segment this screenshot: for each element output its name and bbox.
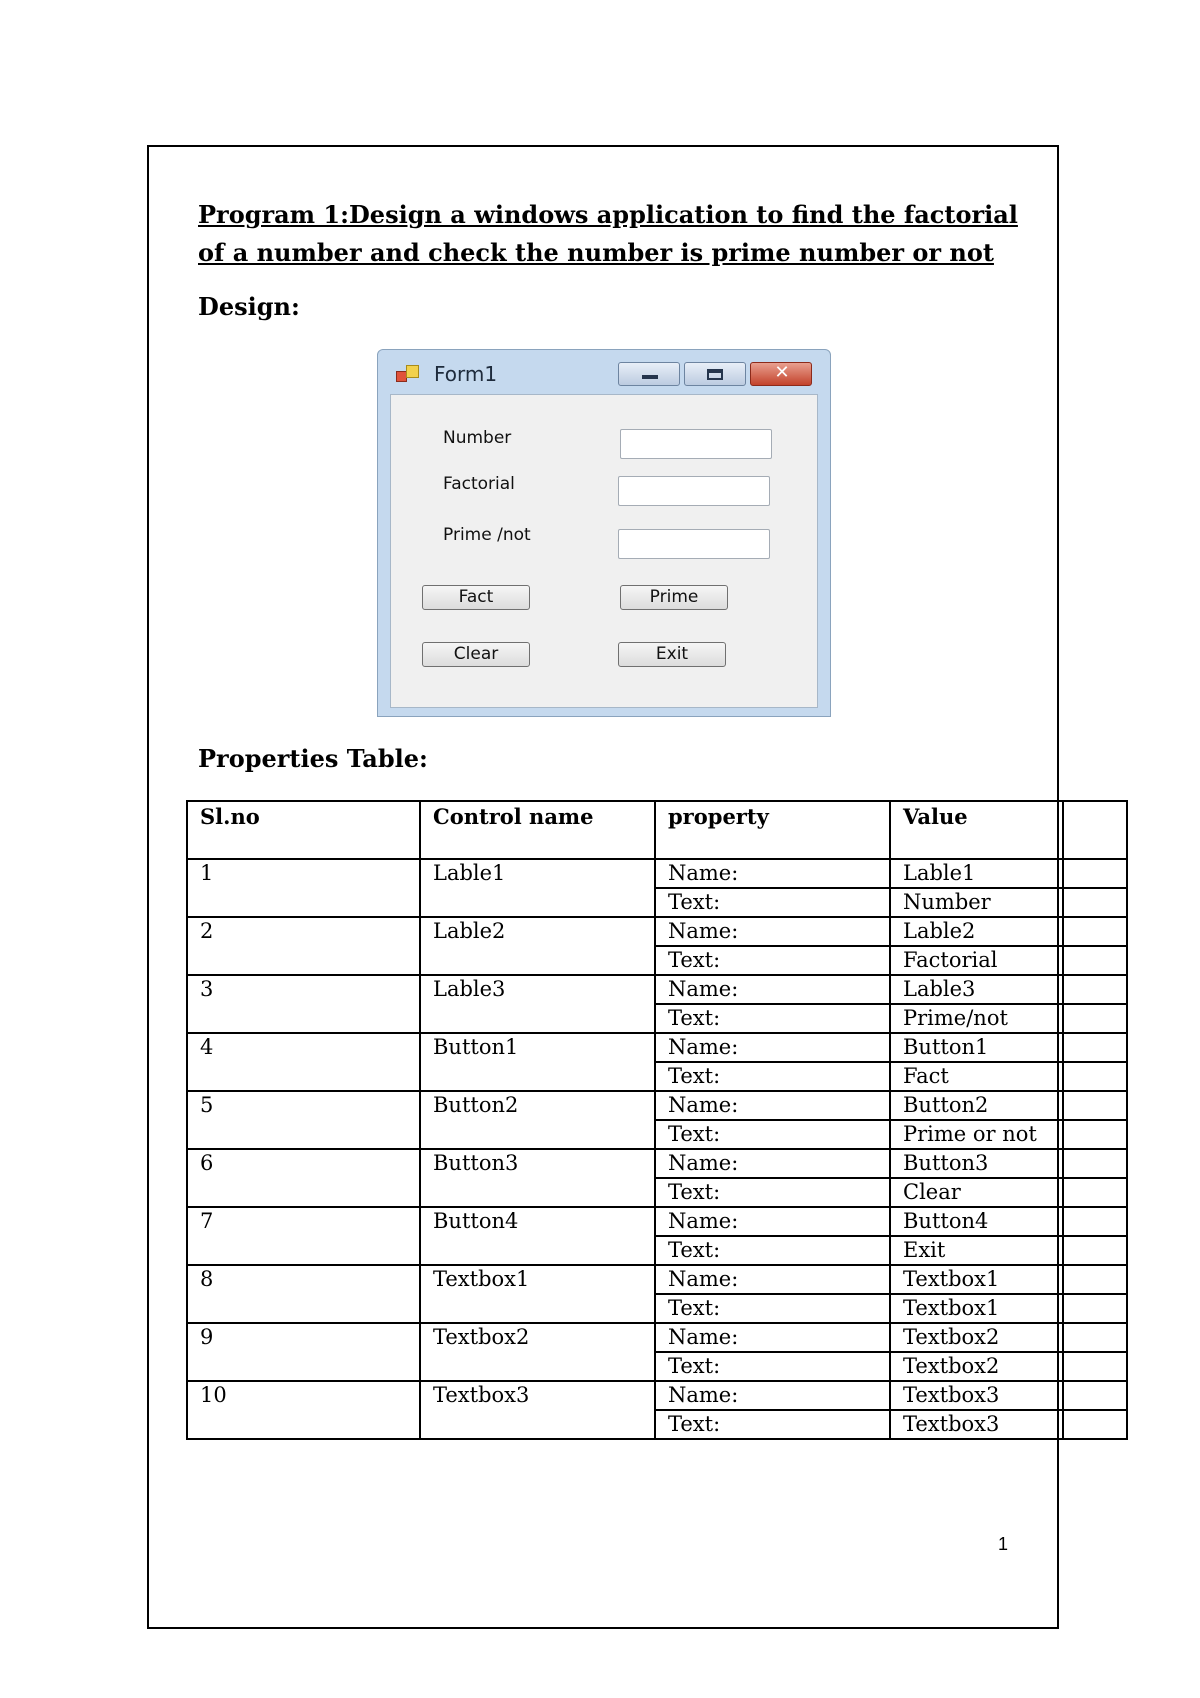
cell-property: Name: — [655, 1091, 890, 1120]
cell-property: Text: — [655, 1410, 890, 1439]
cell-slno: 9 — [187, 1323, 420, 1381]
cell-value: Fact — [890, 1062, 1063, 1091]
exit-button[interactable]: Exit — [618, 642, 726, 667]
column-header-extra — [1063, 801, 1127, 859]
cell-control: Button4 — [420, 1207, 655, 1265]
cell-empty — [1063, 1033, 1127, 1062]
maximize-button[interactable] — [684, 362, 746, 386]
cell-empty — [1063, 1294, 1127, 1323]
table-row — [187, 1149, 1127, 1178]
cell-control: Button3 — [420, 1149, 655, 1207]
cell-slno: 4 — [187, 1033, 420, 1091]
cell-value: Textbox3 — [890, 1410, 1063, 1439]
cell-empty — [1063, 1062, 1127, 1091]
cell-slno: 3 — [187, 975, 420, 1033]
cell-empty — [1063, 888, 1127, 917]
cell-empty — [1063, 1091, 1127, 1120]
cell-empty — [1063, 1207, 1127, 1236]
cell-value: Lable1 — [890, 859, 1063, 888]
cell-property: Name: — [655, 1265, 890, 1294]
cell-property: Text: — [655, 946, 890, 975]
fact-button[interactable]: Fact — [422, 585, 530, 610]
cell-slno: 5 — [187, 1091, 420, 1149]
cell-empty — [1063, 1265, 1127, 1294]
table-row — [187, 859, 1127, 888]
cell-property: Name: — [655, 1323, 890, 1352]
cell-property: Name: — [655, 1033, 890, 1062]
design-heading: Design: — [198, 292, 300, 321]
cell-value: Prime or not — [890, 1120, 1063, 1149]
minimize-icon — [642, 375, 658, 379]
cell-control: Lable3 — [420, 975, 655, 1033]
cell-property: Text: — [655, 1120, 890, 1149]
properties-heading: Properties Table: — [198, 744, 428, 773]
cell-empty — [1063, 1410, 1127, 1439]
cell-slno: 7 — [187, 1207, 420, 1265]
cell-value: Textbox1 — [890, 1265, 1063, 1294]
cell-empty — [1063, 975, 1127, 1004]
cell-value: Button1 — [890, 1033, 1063, 1062]
cell-empty — [1063, 1352, 1127, 1381]
cell-property: Name: — [655, 1207, 890, 1236]
maximize-icon — [707, 369, 723, 380]
cell-slno: 6 — [187, 1149, 420, 1207]
cell-property: Text: — [655, 888, 890, 917]
cell-slno: 10 — [187, 1381, 420, 1439]
factorial-input[interactable] — [618, 476, 770, 506]
number-label: Number — [443, 428, 512, 448]
cell-value: Textbox2 — [890, 1323, 1063, 1352]
cell-control: Textbox3 — [420, 1381, 655, 1439]
cell-empty — [1063, 1149, 1127, 1178]
close-button[interactable] — [750, 362, 812, 386]
prime-button[interactable]: Prime — [620, 585, 728, 610]
cell-empty — [1063, 1323, 1127, 1352]
column-header-control: Control name — [420, 801, 655, 859]
table-header-row — [187, 801, 1127, 859]
cell-property: Name: — [655, 917, 890, 946]
cell-control: Button1 — [420, 1033, 655, 1091]
cell-property: Text: — [655, 1236, 890, 1265]
table-row — [187, 1265, 1127, 1294]
cell-empty — [1063, 1236, 1127, 1265]
page-title: Program 1:Design a windows application to find the factorial of a number and check the number is prime number or not — [198, 200, 1018, 267]
column-header-slno: Sl.no — [187, 801, 420, 859]
cell-control: Textbox2 — [420, 1323, 655, 1381]
cell-empty — [1063, 1120, 1127, 1149]
cell-value: Clear — [890, 1178, 1063, 1207]
clear-button[interactable]: Clear — [422, 642, 530, 667]
cell-control: Button2 — [420, 1091, 655, 1149]
window-client-area — [390, 394, 818, 708]
cell-value: Factorial — [890, 946, 1063, 975]
factorial-label: Factorial — [443, 474, 515, 494]
prime-input[interactable] — [618, 529, 770, 559]
cell-slno: 1 — [187, 859, 420, 917]
cell-control: Textbox1 — [420, 1265, 655, 1323]
cell-property: Name: — [655, 859, 890, 888]
cell-property: Text: — [655, 1062, 890, 1091]
form1-window — [377, 349, 831, 717]
cell-value: Button4 — [890, 1207, 1063, 1236]
cell-property: Name: — [655, 975, 890, 1004]
cell-value: Lable3 — [890, 975, 1063, 1004]
cell-slno: 8 — [187, 1265, 420, 1323]
cell-value: Button3 — [890, 1149, 1063, 1178]
cell-property: Text: — [655, 1294, 890, 1323]
table-row — [187, 1381, 1127, 1410]
cell-property: Name: — [655, 1149, 890, 1178]
cell-value: Textbox2 — [890, 1352, 1063, 1381]
cell-control: Lable2 — [420, 917, 655, 975]
cell-empty — [1063, 1004, 1127, 1033]
properties-table — [186, 800, 1128, 1440]
cell-empty — [1063, 1178, 1127, 1207]
cell-property: Text: — [655, 1004, 890, 1033]
number-input[interactable] — [620, 429, 772, 459]
table-row — [187, 1207, 1127, 1236]
table-row — [187, 1091, 1127, 1120]
close-icon: ✕ — [774, 362, 790, 383]
cell-value: Textbox1 — [890, 1294, 1063, 1323]
cell-value: Prime/not — [890, 1004, 1063, 1033]
minimize-button[interactable] — [618, 362, 680, 386]
cell-property: Text: — [655, 1178, 890, 1207]
cell-property: Name: — [655, 1381, 890, 1410]
table-row — [187, 975, 1127, 1004]
cell-value: Exit — [890, 1236, 1063, 1265]
cell-property: Text: — [655, 1352, 890, 1381]
cell-empty — [1063, 1381, 1127, 1410]
cell-value: Textbox3 — [890, 1381, 1063, 1410]
window-title: Form1 — [434, 362, 498, 386]
prime-label: Prime /not — [443, 525, 531, 545]
window-titlebar[interactable] — [378, 350, 830, 394]
cell-slno: 2 — [187, 917, 420, 975]
cell-value: Number — [890, 888, 1063, 917]
table-row — [187, 1323, 1127, 1352]
column-header-property: property — [655, 801, 890, 859]
table-row — [187, 917, 1127, 946]
cell-empty — [1063, 946, 1127, 975]
cell-value: Lable2 — [890, 917, 1063, 946]
cell-empty — [1063, 917, 1127, 946]
cell-control: Lable1 — [420, 859, 655, 917]
cell-empty — [1063, 859, 1127, 888]
column-header-value: Value — [890, 801, 1063, 859]
page-number: 1 — [998, 1534, 1009, 1554]
form-app-icon — [396, 365, 420, 385]
table-row — [187, 1033, 1127, 1062]
cell-value: Button2 — [890, 1091, 1063, 1120]
